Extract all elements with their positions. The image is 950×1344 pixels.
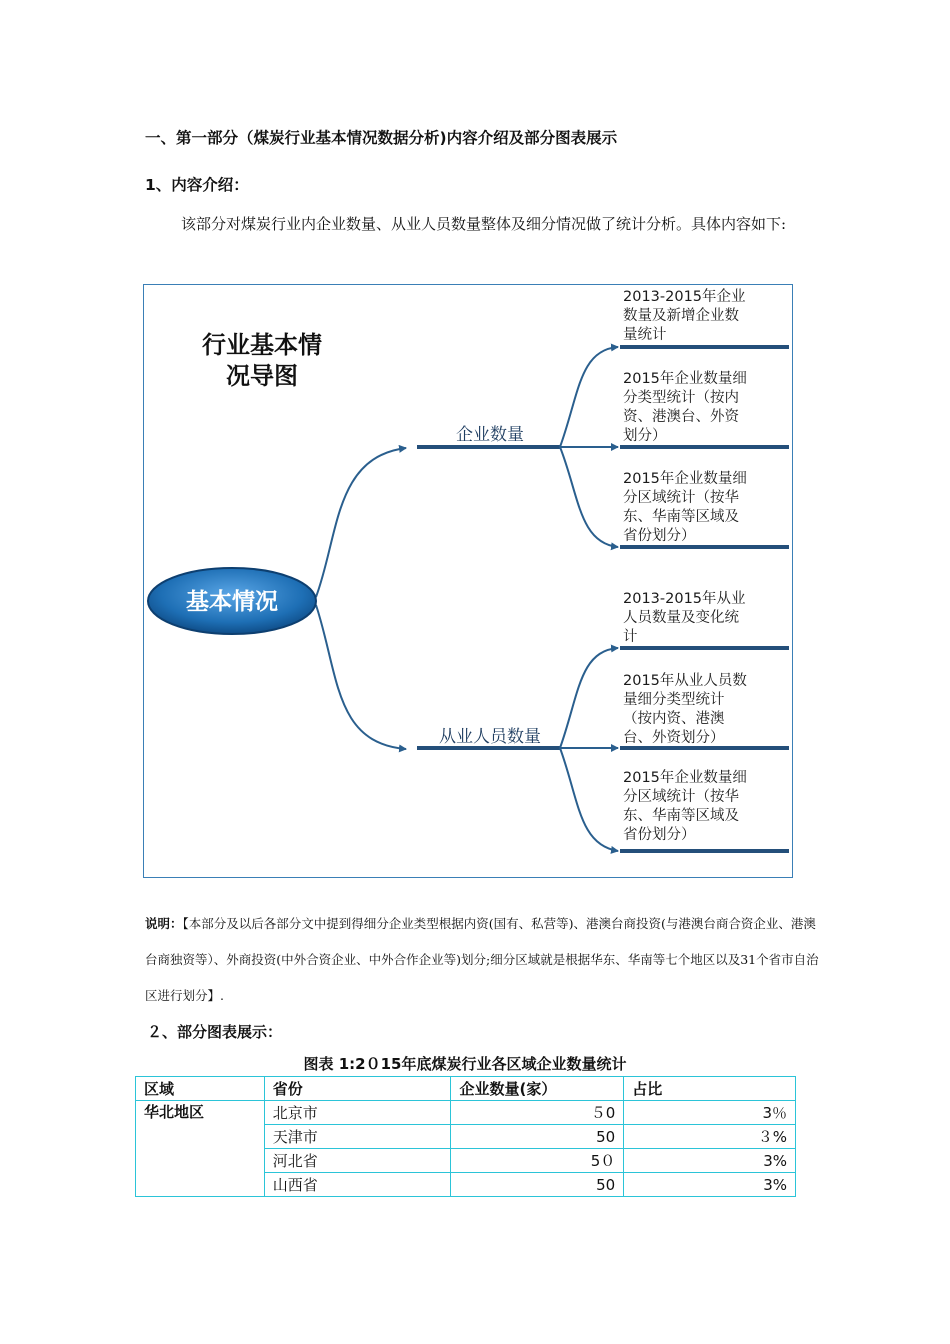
leaf1-2-line3: 资、港澳台、外资 [623, 409, 739, 425]
root-label: 基本情况 [186, 589, 278, 615]
header-share: 占比 [624, 1077, 796, 1101]
share-cell: 3％ [624, 1101, 796, 1125]
leaf1-2-line1: 2015年企业数量细 [623, 371, 747, 387]
count-cell: 5０ [451, 1149, 624, 1173]
intro-paragraph: 该部分对煤炭行业内企业数量、从业人员数量整体及细分情况做了统计分析。具体内容如下: [181, 215, 787, 233]
leaf2-3-line1: 2015年企业数量细 [623, 770, 747, 786]
diagram-title-line2: 况导图 [226, 362, 298, 390]
leaf1-2-line4: 划分） [623, 428, 667, 444]
connector-root-branch1 [316, 448, 406, 597]
mind-map-diagram [143, 284, 793, 878]
note-text: 【本部分及以后各部分文中提到得细分企业类型根据内资(国有、私营等)、港澳台商投资(与港澳台商合资企业、港澳台商独资等）、外商投资(中外合资企业、中外合作企业等)划分;细分区域就是根据华东、华南等七个地区以及31个省市自治区进行划分】. [145, 916, 819, 1003]
charts-heading: ２、部分图表展示： [147, 1023, 283, 1041]
header-province: 省份 [264, 1077, 451, 1101]
leaf2-2-line3: （按内资、港澳 [623, 711, 725, 727]
count-cell: 50 [451, 1125, 624, 1149]
leaf2-3-line2: 分区域统计（按华 [623, 789, 739, 805]
leaf2-2-line4: 台、外资划分） [623, 730, 725, 746]
diagram-title-line1: 行业基本情 [202, 331, 322, 359]
share-cell: 3% [624, 1173, 796, 1197]
branch2-label: 从业人员数量 [439, 727, 541, 747]
leaf2-3-line3: 东、华南等区域及 [623, 808, 739, 824]
leaf1-2-line2: 分类型统计（按内 [623, 390, 739, 406]
region-company-table [135, 1076, 796, 1197]
leaf1-1-line3: 量统计 [623, 327, 667, 343]
connector-root-branch2 [316, 605, 406, 749]
leaf2-1-line3: 计 [623, 629, 638, 645]
section-title: 一、第一部分（煤炭行业基本情况数据分析)内容介绍及部分图表展示 [145, 129, 618, 147]
branch1-label: 企业数量 [456, 425, 524, 445]
table-caption: 图表 1:2０15年底煤炭行业各区域企业数量统计 [303, 1055, 627, 1073]
leaf1-1-line2: 数量及新增企业数 [623, 308, 739, 324]
leaf2-1-line1: 2013-2015年从业 [623, 591, 746, 607]
note-label: 说明： [145, 916, 183, 931]
share-cell: ３% [624, 1125, 796, 1149]
leaf2-1-line2: 人员数量及变化统 [623, 610, 739, 626]
region-cell: 华北地区 [136, 1101, 265, 1197]
count-cell: 50 [451, 1173, 624, 1197]
leaf2-2-line1: 2015年从业人员数 [623, 673, 747, 689]
mind-map-svg [144, 285, 794, 879]
province-cell: 河北省 [264, 1149, 451, 1173]
intro-heading: 1、内容介绍： [145, 176, 249, 194]
table-header-row [136, 1077, 796, 1101]
leaf2-2-line2: 量细分类型统计 [623, 692, 725, 708]
table-row [136, 1101, 796, 1125]
header-count: 企业数量(家） [451, 1077, 624, 1101]
leaf1-3-line4: 省份划分） [623, 528, 696, 544]
leaf2-3-line4: 省份划分） [623, 827, 696, 843]
province-cell: 天津市 [264, 1125, 451, 1149]
leaf1-3-line1: 2015年企业数量细 [623, 471, 747, 487]
province-cell: 山西省 [264, 1173, 451, 1197]
count-cell: ５0 [451, 1101, 624, 1125]
note-paragraph [145, 906, 825, 1014]
header-region: 区域 [136, 1077, 265, 1101]
province-cell: 北京市 [264, 1101, 451, 1125]
share-cell: 3% [624, 1149, 796, 1173]
leaf1-1-line1: 2013-2015年企业 [623, 289, 746, 305]
leaf1-3-line3: 东、华南等区域及 [623, 509, 739, 525]
leaf1-3-line2: 分区域统计（按华 [623, 490, 739, 506]
